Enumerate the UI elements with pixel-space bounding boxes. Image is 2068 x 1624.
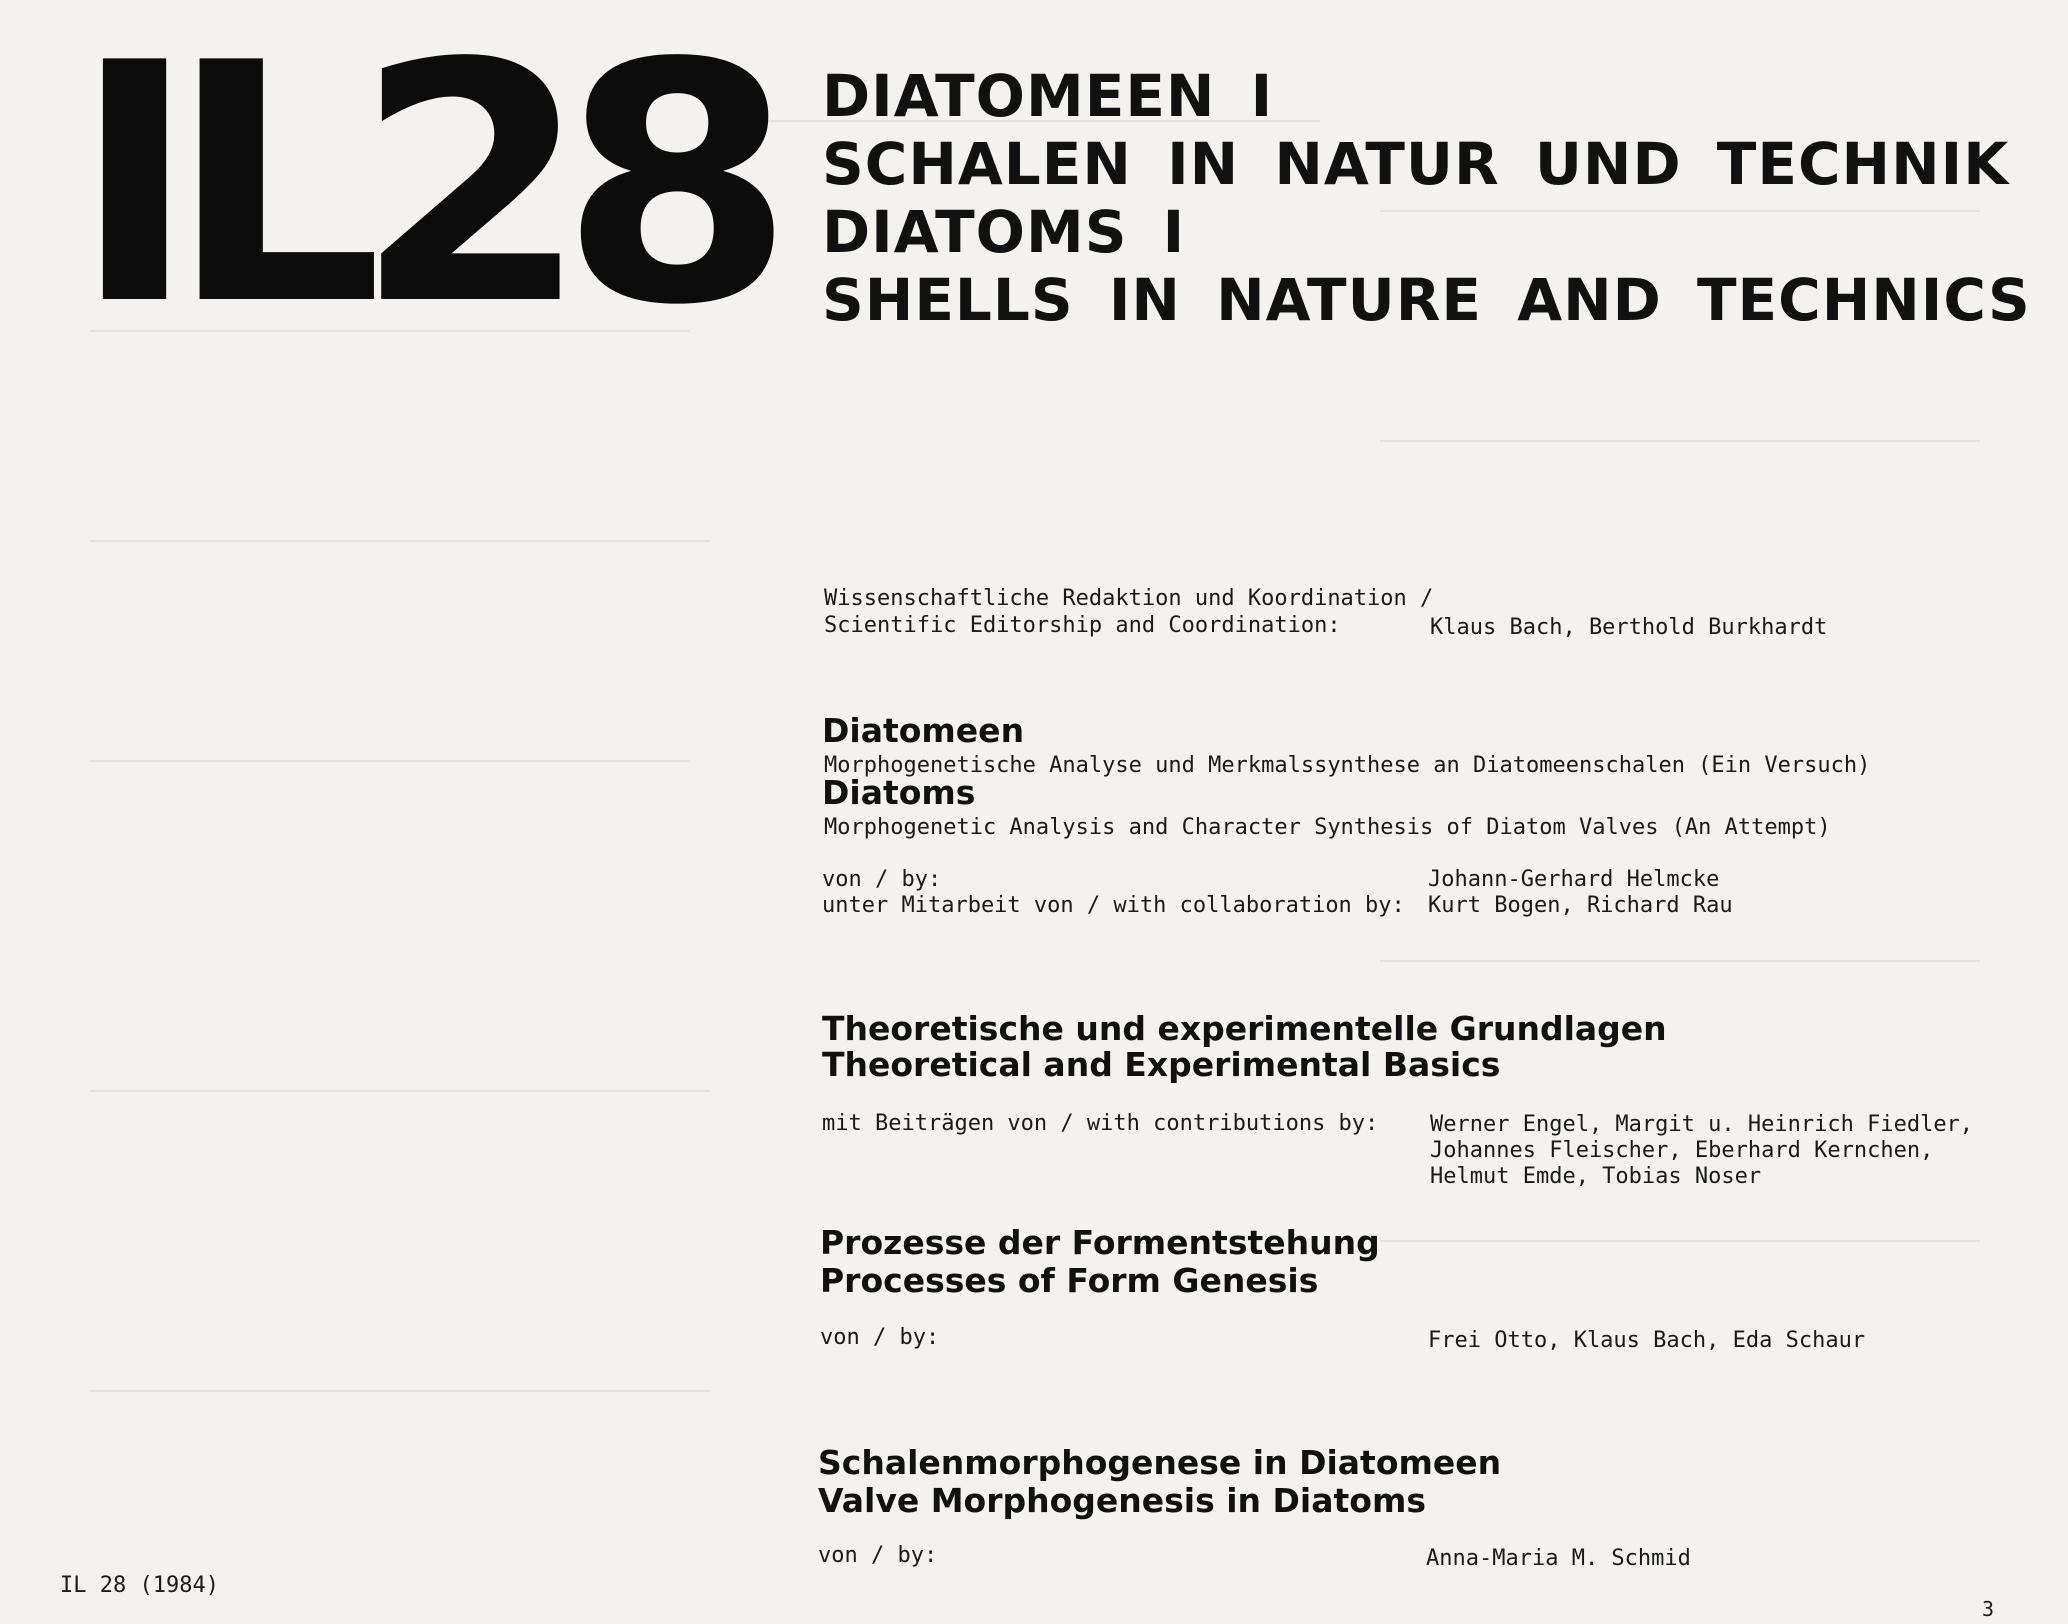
contributor-names-line: Johannes Fleischer, Eberhard Kernchen, (1430, 1138, 1934, 1163)
byline-names: Johann-Gerhard Helmcke (1428, 867, 1720, 892)
show-through-line (90, 540, 710, 542)
section-heading-de: Theoretische und experimentelle Grundlagen (822, 1009, 1667, 1048)
contributor-names-line: Helmut Emde, Tobias Noser (1430, 1164, 1762, 1189)
section-heading-de: Schalenmorphogenese in Diatomeen (818, 1443, 1502, 1482)
title-line: DIATOMEEN I (822, 62, 1274, 130)
show-through-line (90, 1090, 710, 1092)
title-line: SHELLS IN NATURE AND TECHNICS (822, 266, 2031, 334)
editorship-names: Klaus Bach, Berthold Burkhardt (1430, 615, 1828, 640)
page-number: 3 (1982, 1597, 1995, 1621)
section-heading-de: Diatomeen (822, 711, 1025, 750)
section-subtitle-en: Morphogenetic Analysis and Character Synthesis of Diatom Valves (An Attempt) (824, 815, 1831, 840)
byline-names: Anna-Maria M. Schmid (1426, 1546, 1691, 1571)
contributions-label: mit Beiträgen von / with contributions by: (822, 1111, 1379, 1136)
collaboration-names: Kurt Bogen, Richard Rau (1428, 893, 1733, 918)
byline-label: von / by: (820, 1325, 940, 1350)
show-through-line (1380, 1240, 1980, 1242)
section-subtitle-de: Morphogenetische Analyse und Merkmalssynthese an Diatomeenschalen (Ein Versuch) (824, 753, 1871, 778)
show-through-line (1380, 440, 1980, 442)
show-through-line (1380, 960, 1980, 962)
show-through-line (90, 1390, 710, 1392)
title-line: DIATOMS I (822, 198, 1186, 266)
title-block (822, 62, 2031, 334)
title-line: SCHALEN IN NATUR UND TECHNIK (822, 130, 2010, 198)
section-heading-en: Processes of Form Genesis (820, 1261, 1319, 1300)
section-heading-en: Theoretical and Experimental Basics (822, 1045, 1501, 1084)
footer-citation: IL 28 (1984) (60, 1573, 219, 1598)
editorship-label-en: Scientific Editorship and Coordination: (824, 613, 1341, 638)
series-mark: IL28 (72, 0, 766, 377)
section-heading-de: Prozesse der Formentstehung (820, 1223, 1380, 1262)
byline-names: Frei Otto, Klaus Bach, Eda Schaur (1428, 1328, 1866, 1353)
byline-label: von / by: (818, 1543, 938, 1568)
section-heading-en: Diatoms (822, 773, 976, 812)
section-heading-en: Valve Morphogenesis in Diatoms (818, 1481, 1426, 1520)
contributor-names-line: Werner Engel, Margit u. Heinrich Fiedler, (1430, 1112, 1974, 1137)
byline-label: von / by: (822, 867, 942, 892)
collaboration-label: unter Mitarbeit von / with collaboration by: (822, 893, 1405, 918)
show-through-line (90, 760, 690, 762)
editorship-label-de: Wissenschaftliche Redaktion und Koordination / (824, 586, 1434, 611)
